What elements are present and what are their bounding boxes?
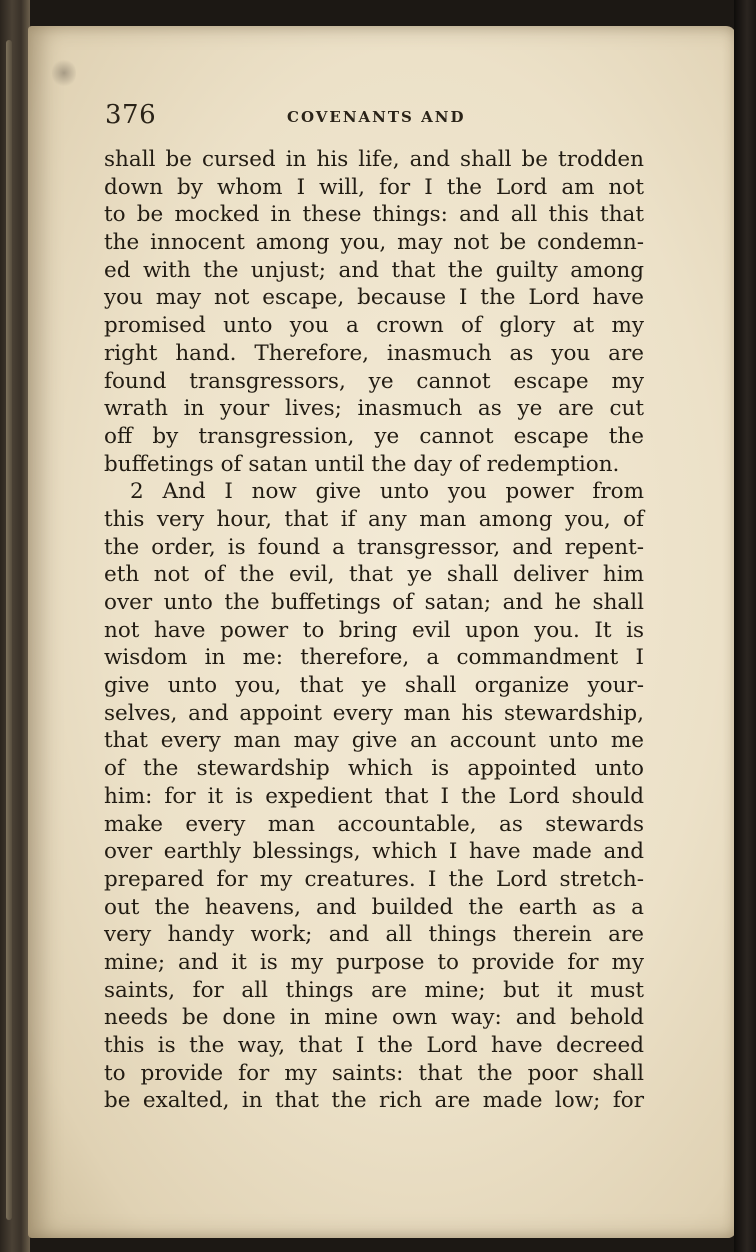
book-spine [0,0,30,1252]
text-line: be exalted, in that the rich are made low; for [104,1088,644,1114]
text-line: needs be done in mine own way: and behold [104,1005,644,1031]
text-line: out the heavens, and builded the earth as a [104,894,644,920]
text-line: the innocent among you, may not be condemn- [104,230,644,256]
text-line: prepared for my creatures. I the Lord stretch- [104,866,644,892]
text-line: over unto the buffetings of satan; and he shall [104,590,644,615]
verse-start-line: 2 And I now give unto you power from [130,479,644,505]
page-edge [6,40,12,1220]
text-line: that every man may give an account unto me [104,728,644,754]
text-line: mine; and it is my purpose to provide for my [104,949,644,975]
text-line: buffetings of satan until the day of redemption. [104,451,620,477]
text-line: wrath in your lives; inasmuch as ye are cut [104,396,644,422]
text-line: eth not of the evil, that ye shall deliver him [104,562,644,588]
text-line: make every man accountable, as stewards [104,811,644,837]
body-text [104,146,644,1115]
page-number: 376 [105,100,157,130]
text-line: this is the way, that I the Lord have decreed [104,1033,644,1058]
text-line: right hand. Therefore, inasmuch as you are [104,340,644,366]
text-line: the order, is found a transgressor, and repent- [104,534,644,560]
paper-stain [52,58,76,88]
text-line: to be mocked in these things: and all this that [104,202,644,228]
text-line: this very hour, that if any man among you, of [104,506,644,532]
text-line: saints, for all things are mine; but it must [104,977,644,1003]
text-line: him: for it is expedient that I the Lord should [104,783,644,809]
text-line: of the stewardship which is appointed unto [104,756,644,782]
facing-page-edge [734,0,756,1252]
text-line: not have power to bring evil upon you. It is [104,617,644,643]
text-line: promised unto you a crown of glory at my [104,313,644,339]
text-line: to provide for my saints: that the poor shall [104,1060,644,1086]
text-line: over earthly blessings, which I have made and [104,839,644,865]
text-line: very handy work; and all things therein are [104,922,644,948]
running-head: COVENANTS AND [287,108,466,126]
text-line: selves, and appoint every man his stewardship, [104,700,644,726]
text-line: off by transgression, ye cannot escape the [104,423,644,449]
text-line: down by whom I will, for I the Lord am not [104,174,644,200]
text-line: you may not escape, because I the Lord have [104,285,644,311]
text-line: give unto you, that ye shall organize your- [104,673,644,699]
text-line: ed with the unjust; and that the guilty among [104,257,644,283]
text-line: wisdom in me: therefore, a commandment I [104,645,644,671]
text-line: shall be cursed in his life, and shall be trodden [104,147,644,172]
page-header [105,100,665,136]
text-line: found transgressors, ye cannot escape my [104,368,644,394]
